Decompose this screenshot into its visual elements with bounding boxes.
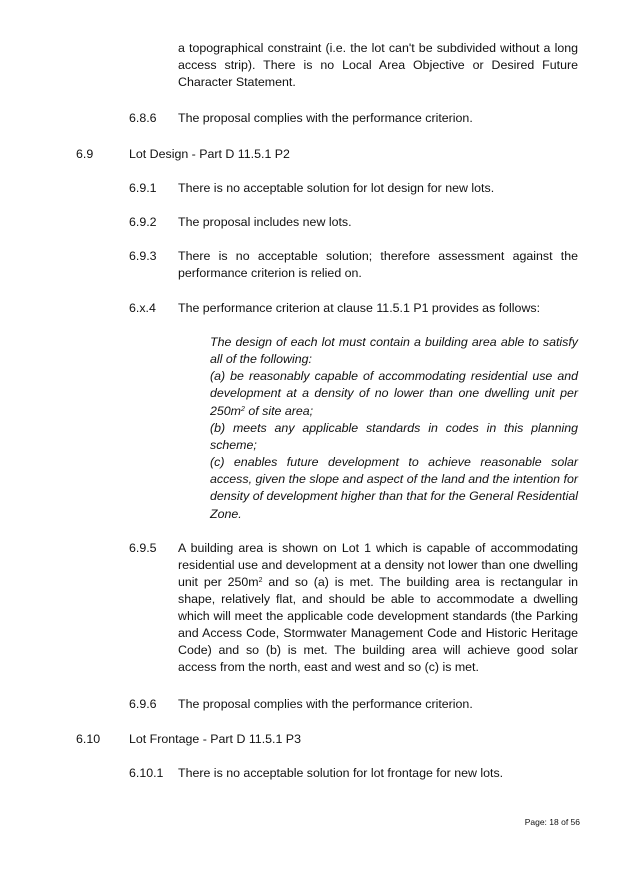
clause-text: A building area is shown on Lot 1 which is capable of accommodating residential use and development at a density not lower than one dwelling unit per $250m^2$ and so (a) is met. The building area is rectangular in shape, relatively flat, and should be able to accommodate a dwelling which will meet the applicable code development standards (the Parking and Access Code, Stormwater Management Code and Historic Heritage Code) and so (b) is met. The building area will achieve good solar access from the north, east and west and so (c) is met. xyxy=(178,541,578,674)
clause-text: The performance criterion at clause 11.5.1 P1 provides as follows: xyxy=(178,301,541,315)
clause-text: The proposal complies with the performance criterion. xyxy=(178,697,473,711)
clause-number: 6.9.1 xyxy=(129,181,157,195)
section-number: 6.10 xyxy=(76,732,101,746)
page-number: Page: 18 of 56 xyxy=(524,817,580,827)
performance-criterion-quote xyxy=(210,334,578,523)
quote-item-b: (b) meets any applicable standards in codes in this planning scheme; xyxy=(210,420,578,452)
clause-number: 6.x.4 xyxy=(129,301,156,315)
section-number: 6.9 xyxy=(76,147,94,161)
clause-number: 6.9.6 xyxy=(129,697,157,711)
section-heading: Lot Design - Part D 11.5.1 P2 xyxy=(129,147,290,161)
clause-number: 6.8.6 xyxy=(129,111,157,125)
quote-item-a: (a) be reasonably capable of accommodating residential use and development at a density of no lower than one dwelling unit per $250m^2$ of site area; xyxy=(210,369,578,418)
clause-text: The proposal complies with the performance criterion. xyxy=(178,111,473,125)
quote-intro: The design of each lot must contain a building area able to satisfy all of the following: xyxy=(210,335,578,367)
clause-number: 6.10.1 xyxy=(129,766,164,780)
clause-number: 6.9.2 xyxy=(129,215,157,229)
continuation-paragraph: a topographical constraint (i.e. the lot can't be subdivided without a long access strip). There is no Local Area Objective or Desired Future Character Statement. xyxy=(178,41,578,89)
quote-item-c: (c) enables future development to achieve reasonable solar access, given the slope and aspect of the land and the intention for density of development higher than that for the General Residential Zone. xyxy=(210,455,578,521)
clause-number: 6.9.5 xyxy=(129,541,157,555)
clause-text: The proposal includes new lots. xyxy=(178,215,352,229)
clause-number: 6.9.3 xyxy=(129,249,157,263)
section-heading: Lot Frontage - Part D 11.5.1 P3 xyxy=(129,732,301,746)
clause-text: There is no acceptable solution; therefore assessment against the performance criterion is relied on. xyxy=(178,249,578,280)
clause-text: There is no acceptable solution for lot frontage for new lots. xyxy=(178,766,504,780)
clause-text: There is no acceptable solution for lot design for new lots. xyxy=(178,181,495,195)
